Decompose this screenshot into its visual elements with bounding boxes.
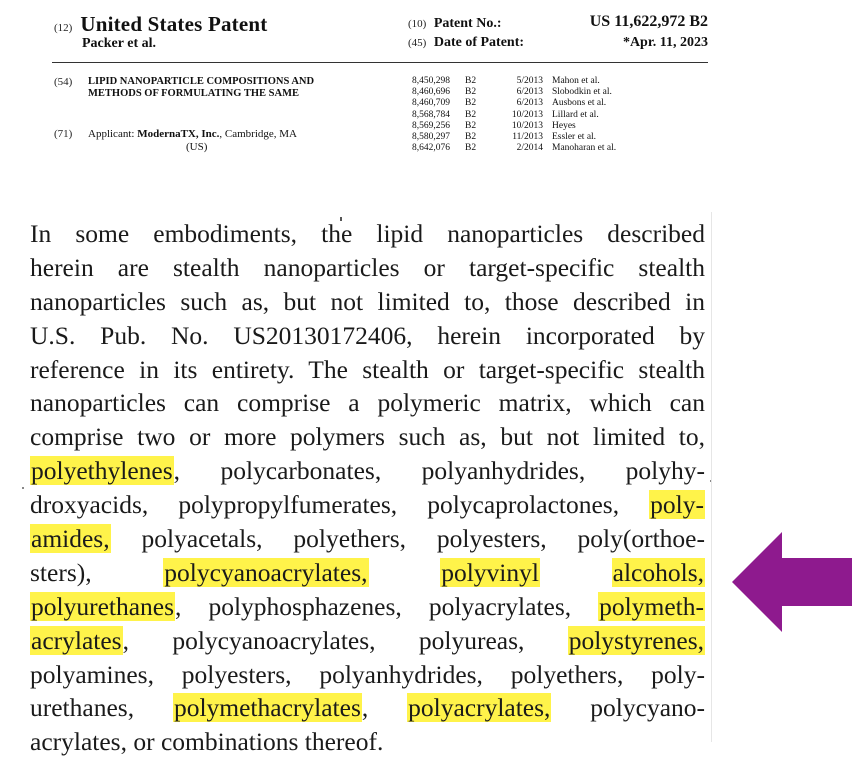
highlighted-term: polyurethanes: [31, 591, 175, 621]
applicant-country: (US): [186, 141, 208, 153]
patent-date-label: Date of Patent:: [433, 35, 525, 50]
citation-number: 8,568,784: [412, 109, 450, 120]
paragraph-line: [30, 522, 705, 556]
citation-number: 8,580,297: [412, 131, 450, 142]
paragraph-line: [30, 691, 705, 725]
line-text: polyacetals, polyethers, polyesters, poly(orthoe-: [110, 524, 705, 554]
patent-number: US 11,622,972 B2: [589, 13, 708, 30]
highlighted-term: amides,: [31, 524, 110, 554]
paragraph-line: U.S. Pub. No. US20130172406, herein incorporated by: [30, 320, 705, 350]
patent-title-block: [54, 12, 267, 37]
patent-number-field-number: (10): [408, 18, 427, 30]
patent-number-label: Patent No.:: [433, 16, 502, 31]
line-text: , polycarbonates, polyanhydrides, polyhy-: [173, 456, 705, 486]
citation-date: 5/2013: [516, 76, 543, 86]
header-divider: [52, 62, 708, 63]
patent-date-row: [408, 35, 708, 54]
citation-number: 8,460,696: [412, 87, 450, 98]
highlighted-term: polyethylenes: [31, 456, 173, 486]
line-text: droxyacids, polypropylfumerates, polycaprolactones,: [30, 490, 650, 520]
line-text: , polyphosphazenes, polyacrylates,: [175, 591, 599, 621]
highlighted-term: polyvinyl: [441, 557, 539, 587]
scan-edge: [711, 212, 712, 742]
citation-author: Heyes: [552, 120, 576, 131]
citation-author: Slobodkin et al.: [552, 87, 612, 98]
line-text: sters),: [30, 557, 92, 587]
citation-kind: B2: [465, 109, 477, 120]
paragraph-line: polyamines, polyesters, polyanhydrides, polyethers, poly-: [30, 659, 705, 689]
citation-kind: B2: [465, 98, 477, 109]
line-text: polycyano-: [551, 693, 705, 723]
invention-title: LIPID NANOPARTICLE COMPOSITIONS AND METHODS OF FORMULATING THE SAME: [88, 76, 315, 99]
line-text: urethanes,: [30, 693, 173, 723]
patent-paragraph: [30, 217, 705, 759]
applicant-text: [88, 128, 388, 154]
citation-date: 11/2013: [512, 131, 543, 142]
patent-number-row: [408, 13, 708, 35]
paragraph-line: herein are stealth nanoparticles or target-specific stealth: [30, 252, 705, 282]
invention-title-field-number: (54): [54, 76, 73, 88]
paragraph-line: reference in its entirety. The stealth or target-specific stealth: [30, 354, 705, 384]
patent-header: [0, 0, 857, 170]
paragraph-line: comprise two or more polymers such as, but not limited to,: [30, 422, 705, 452]
patent-date-field-number: (45): [408, 37, 427, 49]
paragraph-line: nanoparticles can comprise a polymeric matrix, which can: [30, 388, 705, 418]
paragraph-line: nanoparticles such as, but not limited to, those described in: [30, 286, 705, 316]
citation-number: 8,450,298: [412, 76, 450, 86]
highlighted-term: polymeth-: [599, 591, 704, 621]
applicant-label: Applicant:: [88, 128, 135, 140]
citation-number: 8,460,709: [412, 98, 450, 109]
paragraph-line: [30, 454, 705, 488]
citation-date: 10/2013: [511, 120, 543, 131]
paragraph-line: [30, 590, 705, 624]
citation-author: Essler et al.: [552, 131, 597, 142]
highlighted-term: polymethacrylates: [173, 693, 361, 723]
highlighted-term: acrylates: [31, 625, 122, 655]
citation-kind: B2: [465, 76, 477, 86]
line-text: ,: [361, 693, 408, 723]
citation-author: Lillard et al.: [552, 109, 599, 120]
citation-author: Mahon et al.: [552, 76, 600, 86]
inventors: Packer et al.: [82, 36, 156, 51]
scan-dot: [22, 487, 24, 489]
citation-date: 2/2014: [516, 143, 543, 154]
highlighted-term: polystyrenes,: [568, 625, 704, 655]
title-field-number: (12): [54, 22, 73, 34]
highlighted-term: alcohols,: [612, 557, 704, 587]
paragraph-line: [30, 488, 705, 522]
citation-author: Ausbons et al.: [552, 98, 607, 109]
applicant-company: ModernaTX, Inc.: [137, 128, 220, 140]
applicant-field-number: (71): [54, 128, 73, 140]
applicant-city: , Cambridge, MA: [219, 128, 297, 140]
highlighted-term: polyacrylates,: [408, 693, 551, 723]
citation-date: 6/2013: [516, 87, 543, 98]
citation-number: 8,642,076: [412, 143, 450, 154]
citation-date: 10/2013: [511, 109, 543, 120]
citation-author: Manoharan et al.: [552, 143, 617, 154]
line-text: , polycyanoacrylates, polyureas,: [122, 625, 568, 655]
patent-number-block: [408, 13, 708, 54]
citation-number: 8,569,256: [412, 120, 450, 131]
highlighted-term: poly-: [650, 490, 704, 520]
citation-kind: B2: [465, 131, 477, 142]
citation-kind: B2: [465, 87, 477, 98]
highlighted-term: polycyanoacrylates,: [164, 557, 368, 587]
patent-title: United States Patent: [80, 12, 268, 36]
paragraph-line: [30, 556, 705, 590]
citation-kind: B2: [465, 143, 477, 154]
paragraph-line: In some embodiments, the lipid nanoparticles described: [30, 219, 705, 248]
citation-date: 6/2013: [516, 98, 543, 109]
paragraph-line: [30, 624, 705, 658]
left-arrow-icon: [730, 530, 854, 634]
patent-date: *Apr. 11, 2023: [622, 35, 708, 50]
citation-kind: B2: [465, 120, 477, 131]
paragraph-line: acrylates, or combinations thereof.: [30, 727, 384, 757]
